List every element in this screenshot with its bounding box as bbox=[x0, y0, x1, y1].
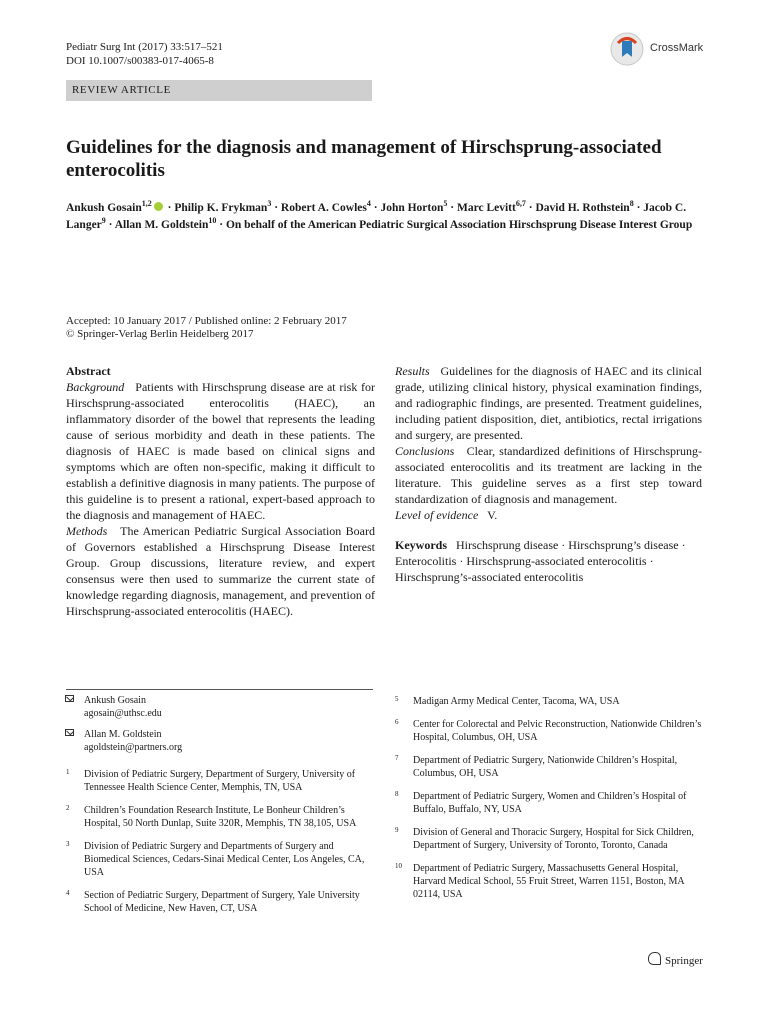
doi[interactable]: DOI 10.1007/s00383-017-4065-8 bbox=[66, 55, 214, 67]
footnotes-left bbox=[66, 694, 366, 923]
crossmark-label: CrossMark bbox=[650, 42, 704, 54]
author: David H. Rothstein$^8$ bbox=[535, 199, 634, 214]
springer-horse-icon bbox=[648, 952, 661, 965]
author: Allan M. Goldstein$^{10}$ bbox=[114, 216, 217, 231]
publication-dates bbox=[66, 315, 347, 341]
abstract-results: Results Guidelines for the diagnosis of HAEC and its clinical grade, utilizing clinical history, physical examination findings, and radiographic findings, are presented. Treatment guidelines, including patient disposition, diet, antibiotics, rectal irrigations and surgery, are presented. bbox=[395, 364, 702, 442]
abstract-methods: Methods The American Pediatric Surgical Association Board of Governors established a Hirschsprung Disease Interest Group. Group discussions, literature review, and expert consensus were then used to summarize the current state of knowledge regarding diagnosis, management, and prevention of Hirschsprung-associated enterocolitis (HAEC). bbox=[66, 524, 375, 618]
abstract-right-column bbox=[395, 363, 702, 585]
author: Marc Levitt$^{6,7}$ bbox=[456, 199, 526, 214]
article-type: REVIEW ARTICLE bbox=[72, 84, 171, 96]
abstract-background: Background Patients with Hirschsprung disease are at risk for Hirschsprung-associated enterocolitis (HAEC), an inflammatory disorder of the bowel that represents the leading cause of serious morbidity and death in these patients. The diagnosis of HAEC is made based on clinical signs and symptoms which are often non-specific, making it difficult to establish a definitive diagnosis in many patients. The purpose of this guideline is to present a rational, expert-based approach to the diagnosis and management of HAEC. bbox=[66, 380, 376, 522]
abstract-conclusions: Conclusions Clear, standardized definitions of Hirschsprung-associated enterocolitis and its treatment are lacking in the literature. This guideline serves as a first step toward standardization of diagnosis and management. bbox=[395, 444, 703, 506]
abstract-left-column bbox=[66, 363, 375, 619]
affiliation: 7 Department of Pediatric Surgery, Nationwide Children’s Hospital, Columbus, OH, USA bbox=[395, 754, 678, 779]
affiliation: 4 Section of Pediatric Surgery, Department of Surgery, Yale University School of Medicine, New Haven, CT, USA bbox=[66, 889, 360, 914]
author: Ankush Gosain$^{1,2}$ bbox=[66, 199, 152, 214]
accepted-published: Accepted: 10 January 2017 / Published online: 2 February 2017 bbox=[66, 315, 347, 327]
author: Robert A. Cowles$^4$ bbox=[280, 199, 371, 214]
footnote-divider bbox=[66, 689, 373, 690]
publisher-logo bbox=[648, 952, 703, 967]
journal-header bbox=[66, 40, 223, 68]
author: Jacob C. Langer$^9$ bbox=[66, 202, 687, 231]
contact-email[interactable]: agoldstein@partners.org bbox=[84, 742, 183, 753]
footnotes-right bbox=[395, 695, 705, 909]
affiliation: 9 Division of General and Thoracic Surgery, Hospital for Sick Children, Department of Surgery, University of Toronto, Toronto, Canada bbox=[395, 826, 694, 851]
affiliation: 5 Madigan Army Medical Center, Tacoma, WA, USA bbox=[395, 695, 620, 707]
article-title: Guidelines for the diagnosis and management of Hirschsprung-associated enterocolitis bbox=[66, 137, 662, 181]
orcid-icon[interactable] bbox=[154, 202, 163, 211]
author-list: Ankush Gosain$^{1,2}$ · Philip K. Frykman$^3$ · Robert A. Cowles$^4$ · John Horton$^5$ · Marc Levitt$^{6,7}$ · David H. Rothstein$^8$ · Jacob C. Langer$^9$ · Allan M. Goldstein$^{10}$ · On behalf of the American Pediatric Surgical Association Hirschsprung Disease Interest Group bbox=[66, 199, 693, 231]
abstract-level-of-evidence: Level of evidence V. bbox=[395, 508, 498, 522]
affiliation: 10 Department of Pediatric Surgery, Massachusetts General Hospital, Harvard Medical School, 55 Fruit Street, Warren 1151, Boston, MA 02114, USA bbox=[395, 862, 685, 900]
envelope-icon bbox=[65, 695, 74, 702]
keywords: Keywords Hirschsprung disease · Hirschsprung’s disease · Enterocolitis · Hirschsprung-associated enterocolitis · Hirschsprung’s-associated enterocolitis bbox=[395, 538, 686, 584]
contact-author: Ankush Gosain agosain@uthsc.edu bbox=[66, 694, 366, 720]
crossmark-icon bbox=[610, 30, 644, 68]
affiliation: 1 Division of Pediatric Surgery, Department of Surgery, University of Tennessee Health Science Center, Memphis, TN, USA bbox=[66, 768, 356, 793]
crossmark-badge[interactable] bbox=[610, 30, 720, 70]
affiliation: 2 Children’s Foundation Research Institute, Le Bonheur Children’s Hospital, 50 North Dunlap, Suite 320R, Memphis, TN 38,105, USA bbox=[66, 804, 357, 829]
author: Philip K. Frykman$^3$ bbox=[174, 199, 272, 214]
journal-citation: Pediatr Surg Int (2017) 33:517–521 bbox=[66, 41, 223, 53]
publisher-name: Springer bbox=[665, 955, 703, 967]
abstract-heading: Abstract bbox=[66, 364, 111, 378]
copyright: © Springer-Verlag Berlin Heidelberg 2017 bbox=[66, 328, 254, 340]
envelope-icon bbox=[65, 729, 74, 736]
contact-email[interactable]: agosain@uthsc.edu bbox=[84, 708, 162, 719]
affiliation: 3 Division of Pediatric Surgery and Departments of Surgery and Biomedical Sciences, Cedars-Sinai Medical Center, Los Angeles, CA, USA bbox=[66, 840, 365, 878]
affiliation: 8 Department of Pediatric Surgery, Women and Children’s Hospital of Buffalo, Buffalo, NY, USA bbox=[395, 790, 687, 815]
article-type-band bbox=[66, 80, 372, 101]
affiliation: 6 Center for Colorectal and Pelvic Reconstruction, Nationwide Children’s Hospital, Columbus, OH, USA bbox=[395, 718, 702, 743]
author-group-note: On behalf of the American Pediatric Surgical Association Hirschsprung Disease Interest Group bbox=[225, 219, 693, 231]
author: John Horton$^5$ bbox=[380, 199, 448, 214]
contact-author: Allan M. Goldstein agoldstein@partners.org bbox=[66, 728, 366, 754]
